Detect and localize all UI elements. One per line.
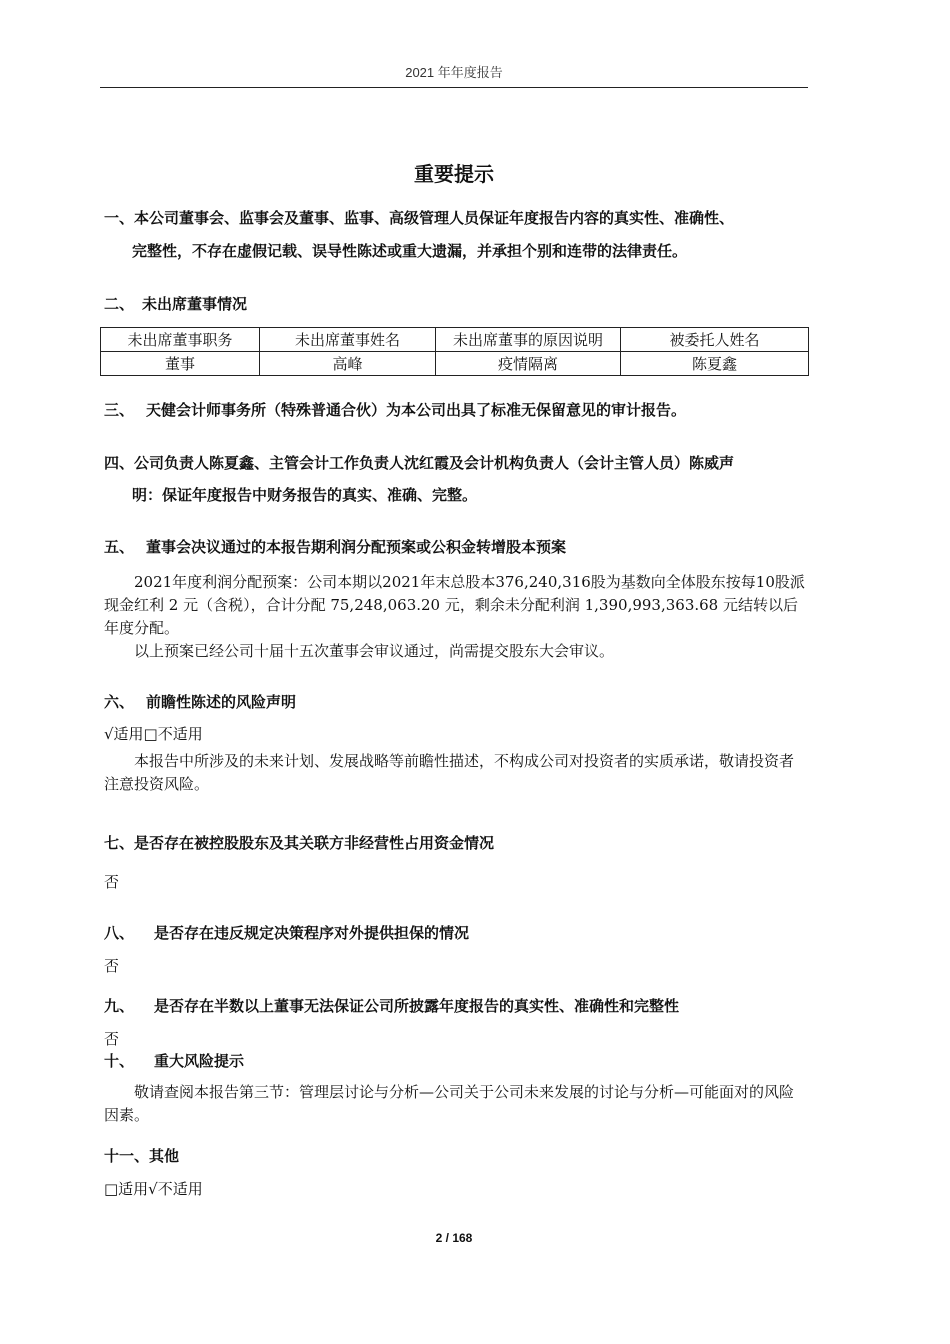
section-11-number: 十一、 bbox=[104, 1147, 150, 1165]
section-10-title: 重大风险提示 bbox=[154, 1052, 245, 1070]
section-6-paragraph bbox=[104, 750, 808, 796]
section-1-heading bbox=[104, 207, 734, 228]
section-6-number: 六、 bbox=[104, 693, 135, 711]
table-header-row bbox=[101, 328, 809, 352]
section-11-applicability: □适用√不适用 bbox=[104, 1180, 203, 1198]
section-9-number: 九、 bbox=[104, 997, 135, 1015]
section-11-heading bbox=[104, 1145, 179, 1166]
section-9-title: 是否存在半数以上董事无法保证公司所披露年度报告的真实性、准确性和完整性 bbox=[154, 997, 680, 1015]
table-cell: 高峰 bbox=[260, 352, 436, 376]
table-header-cell: 未出席董事职务 bbox=[101, 328, 260, 352]
section-8-number: 八、 bbox=[104, 924, 135, 942]
section-6-heading bbox=[104, 691, 296, 712]
table-header-cell: 被委托人姓名 bbox=[621, 328, 809, 352]
section-5-paragraph-2 bbox=[104, 640, 808, 663]
section-7-title: 是否存在被控股股东及其关联方非经营性占用资金情况 bbox=[134, 834, 495, 852]
section-8-answer: 否 bbox=[104, 957, 120, 975]
section-4-heading bbox=[104, 452, 734, 473]
section-7-number: 七、 bbox=[104, 834, 135, 852]
section-9-heading bbox=[104, 995, 679, 1016]
section-5-p1-text: 2021年度利润分配预案：公司本期以2021年末总股本376,240,316股为基数向全体股东按每10股派现金红利 2 元（含税），合计分配 75,248,063.20 元，剩余未分配利润 1,390,993,363.68 元结转以后年度分配。 bbox=[104, 573, 805, 637]
section-1-line-2: 完整性，不存在虚假记载、误导性陈述或重大遗漏，并承担个别和连带的法律责任。 bbox=[132, 242, 688, 260]
section-2-number: 二、 bbox=[104, 295, 135, 313]
section-2-title: 未出席董事情况 bbox=[142, 295, 248, 313]
section-10-heading bbox=[104, 1050, 244, 1071]
section-5-paragraph-1 bbox=[104, 571, 808, 640]
section-6-p1-text: 本报告中所涉及的未来计划、发展战略等前瞻性描述，不构成公司对投资者的实质承诺，敬请投资者注意投资风险。 bbox=[104, 752, 795, 793]
header-divider bbox=[100, 87, 808, 88]
section-5-number: 五、 bbox=[104, 538, 135, 556]
section-4-line-1: 公司负责人陈夏鑫、主管会计工作负责人沈红霞及会计机构负责人（会计主管人员）陈威声 bbox=[134, 454, 735, 472]
page-title: 重要提示 bbox=[414, 162, 494, 186]
section-5-p2-text: 以上预案已经公司十届十五次董事会审议通过，尚需提交股东大会审议。 bbox=[134, 642, 615, 660]
section-7-answer: 否 bbox=[104, 873, 120, 891]
table-row bbox=[101, 352, 809, 376]
section-9-answer: 否 bbox=[104, 1030, 120, 1048]
absent-directors-table bbox=[100, 327, 809, 376]
section-11-title: 其他 bbox=[149, 1147, 180, 1165]
page-number: 2 / 168 bbox=[435, 1231, 473, 1245]
section-3-text: 天健会计师事务所（特殊普通合伙）为本公司出具了标准无保留意见的审计报告。 bbox=[146, 401, 687, 419]
section-4-number: 四、 bbox=[104, 454, 135, 472]
table-cell: 陈夏鑫 bbox=[621, 352, 809, 376]
section-8-heading bbox=[104, 922, 469, 943]
section-8-title: 是否存在违反规定决策程序对外提供担保的情况 bbox=[154, 924, 470, 942]
section-2-heading bbox=[104, 293, 247, 314]
section-1-number: 一、 bbox=[104, 209, 135, 227]
running-header: 2021 年年度报告 bbox=[405, 65, 503, 80]
section-1-line-1: 本公司董事会、监事会及董事、监事、高级管理人员保证年度报告内容的真实性、准确性、 bbox=[134, 209, 735, 227]
section-7-heading bbox=[104, 832, 494, 853]
section-5-heading bbox=[104, 536, 566, 557]
section-6-applicability: √适用□不适用 bbox=[104, 725, 203, 743]
section-10-p1-text: 敬请查阅本报告第三节：管理层讨论与分析—公司关于公司未来发展的讨论与分析—可能面对的风险因素。 bbox=[104, 1083, 795, 1124]
section-3-heading bbox=[104, 399, 686, 420]
table-header-cell: 未出席董事的原因说明 bbox=[436, 328, 621, 352]
section-10-number: 十、 bbox=[104, 1052, 135, 1070]
table-cell: 董事 bbox=[101, 352, 260, 376]
section-4-line-2: 明：保证年度报告中财务报告的真实、准确、完整。 bbox=[132, 486, 478, 504]
section-6-title: 前瞻性陈述的风险声明 bbox=[146, 693, 297, 711]
section-10-paragraph bbox=[104, 1081, 808, 1127]
table-cell: 疫情隔离 bbox=[436, 352, 621, 376]
section-3-number: 三、 bbox=[104, 401, 135, 419]
section-5-title: 董事会决议通过的本报告期利润分配预案或公积金转增股本预案 bbox=[146, 538, 567, 556]
table-header-cell: 未出席董事姓名 bbox=[260, 328, 436, 352]
